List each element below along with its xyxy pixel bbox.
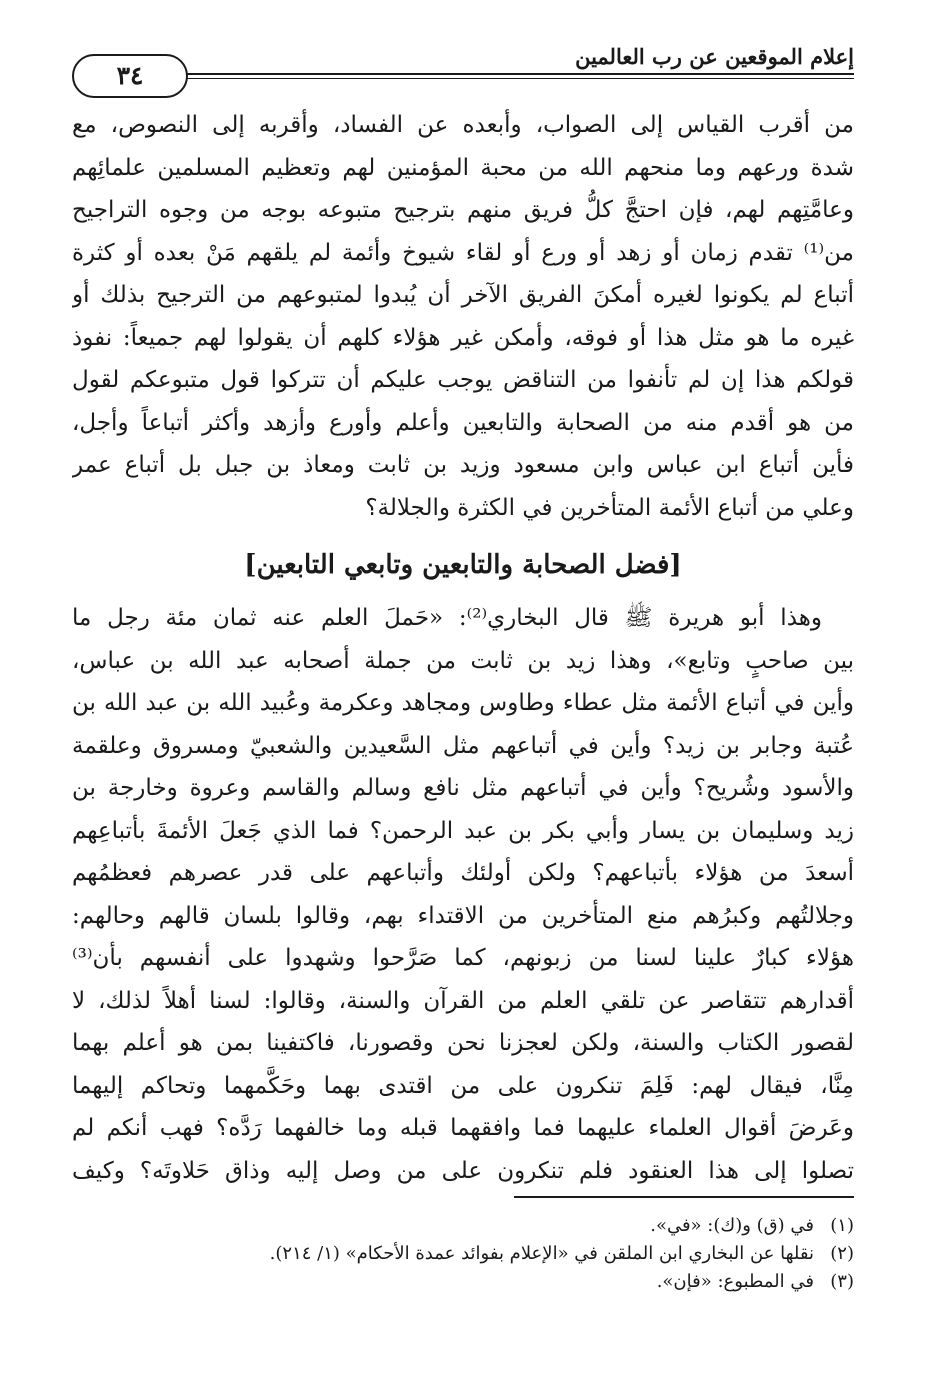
footnote-item bbox=[154, 1212, 854, 1240]
header-rule-thin bbox=[182, 78, 854, 79]
text-line: من أقرب القياس إلى الصواب، وأبعده عن الفساد، وأقربه إلى النصوص، مع bbox=[72, 112, 854, 138]
text-line: شدة ورعهم وما منحهم الله من محبة المؤمنين لهم وتعظيم المسلمين علمائِهم bbox=[72, 154, 854, 181]
footnote-number: (١) bbox=[830, 1215, 854, 1236]
text-line: غيره ما هو مثل هذا أو فوقه، وأمكن غير هؤلاء كلهم أن يقولوا لهم جميعاً: نفوذ bbox=[72, 324, 854, 351]
text-line: قولكم هذا إن لم تأنفوا من التناقض يوجب عليكم أن تتركوا قول متبوعكم لقول bbox=[72, 367, 854, 393]
footnote-separator bbox=[514, 1196, 854, 1198]
text-line: بين صاحبٍ وتابع»، وهذا زيد بن ثابت من جملة أصحابه عبد الله بن عباس، bbox=[72, 647, 854, 674]
footnote-number: (٣) bbox=[830, 1271, 854, 1292]
section-heading: [فضل الصحابة والتابعين وتابعي التابعين] bbox=[244, 550, 682, 580]
text-line: فأين أتباع ابن عباس وابن مسعود وزيد بن ثابت ومعاذ بن جبل بل أتباع عمر bbox=[72, 452, 854, 478]
book-title: إعلام الموقعين عن رب العالمين bbox=[575, 44, 854, 69]
text-line: من هو أقدم منه من الصحابة والتابعين وأعلم وأورع وأزهد وأكثر أتباعاً وأجل، bbox=[72, 409, 854, 436]
text-line: لقصور الكتاب والسنة، ولكن لعجزنا نحن وقصورنا، فاكتفينا بمن هو أعلم بهما bbox=[72, 1030, 854, 1056]
running-header bbox=[72, 38, 854, 94]
main-text bbox=[72, 104, 854, 1192]
text-line: وعامَّتِهم لهم، فإن احتجَّ كلُّ فريق منهم بترجيح متبوعه بوجه من وجوه التراجيح bbox=[72, 197, 854, 223]
text-line: وهذا أبو هريرة ﷺ قال البخاري⁽²⁾: «حَملَ العلم عنه ثمان مئة رجل ما bbox=[72, 605, 823, 631]
text-line: وعَرضَ أقوال العلماء عليهما فما وافقهما قبله وما خالفهما رَدَّه؟ فهب أنكم لم bbox=[72, 1115, 854, 1141]
text-line: وجلالتُهم وكبرُهم منع المتأخرين من الاقتداء بهم، وقالوا بلسان قالهم وحالهم: bbox=[72, 902, 854, 929]
text-line: أتباع لم يكونوا لغيره أمكنَ الفريق الآخر أن يُبدوا لمتبوعهم من الترجيح بذلك أو bbox=[72, 282, 854, 308]
text-line: وعلي من أتباع الأئمة المتأخرين في الكثرة والجلالة؟ bbox=[365, 494, 854, 521]
footnote-item bbox=[154, 1240, 854, 1268]
text-line: وأين في أتباع الأئمة مثل عطاء وطاوس ومجاهد وعكرمة وعُبيد الله بن عبد الله بن bbox=[72, 690, 854, 716]
footnotes bbox=[154, 1212, 854, 1296]
header-rule bbox=[182, 73, 854, 75]
footnote-text: في (ق) و(ك): «في». bbox=[650, 1215, 814, 1236]
text-line: والأسود وشُريح؟ وأين في أتباعهم مثل نافع وسالم والقاسم وعروة وخارجة بن bbox=[72, 775, 854, 801]
text-line: تصلوا إلى هذا العنقود فلم تنكرون على من وصل إليه وذاق حَلاوتَه؟ وكيف bbox=[72, 1157, 854, 1184]
paragraph-1 bbox=[72, 104, 854, 529]
text-line: أقدارهم تتقاصر عن تلقي العلم من القرآن والسنة، وقالوا: لسنا أهلاً لذلك، لا bbox=[72, 987, 854, 1014]
text-line: من⁽¹⁾ تقدم زمان أو زهد أو ورع أو لقاء شيوخ وأئمة لم يلقهم مَنْ بعده أو كثرة bbox=[72, 239, 854, 266]
footnote-item bbox=[154, 1268, 854, 1296]
page-number: ٣٤ bbox=[72, 54, 188, 98]
paragraph-2 bbox=[72, 597, 854, 1192]
footnote-text: نقلها عن البخاري ابن الملقن في «الإعلام بفوائد عمدة الأحكام» (١/ ٢١٤). bbox=[269, 1243, 814, 1264]
footnote-text: في المطبوع: «فإن». bbox=[656, 1271, 814, 1292]
text-line: هؤلاء كبارٌ علينا لسنا من زبونهم، كما صَرَّحوا وشهدوا على أنفسهم بأن⁽³⁾ bbox=[72, 945, 854, 971]
footnote-number: (٢) bbox=[830, 1243, 854, 1264]
text-line: عُتبة وجابر بن زيد؟ وأين في أتباعهم مثل السَّعيدين والشعبيّ ومسروق وعلقمة bbox=[72, 732, 854, 759]
text-line: مِنَّا، فيقال لهم: فَلِمَ تنكرون على من اقتدى بهما وحَكَّمهما وتحاكم إليهما bbox=[72, 1072, 854, 1099]
text-line: أسعدَ من هؤلاء بأتباعهم؟ ولكن أولئك وأتباعهم على قدر عصرهم فعظمُهم bbox=[72, 860, 854, 886]
text-line: زيد وسليمان بن يسار وأبي بكر بن عبد الرحمن؟ فما الذي جَعلَ الأئمةَ بأتباعِهم bbox=[72, 817, 854, 844]
